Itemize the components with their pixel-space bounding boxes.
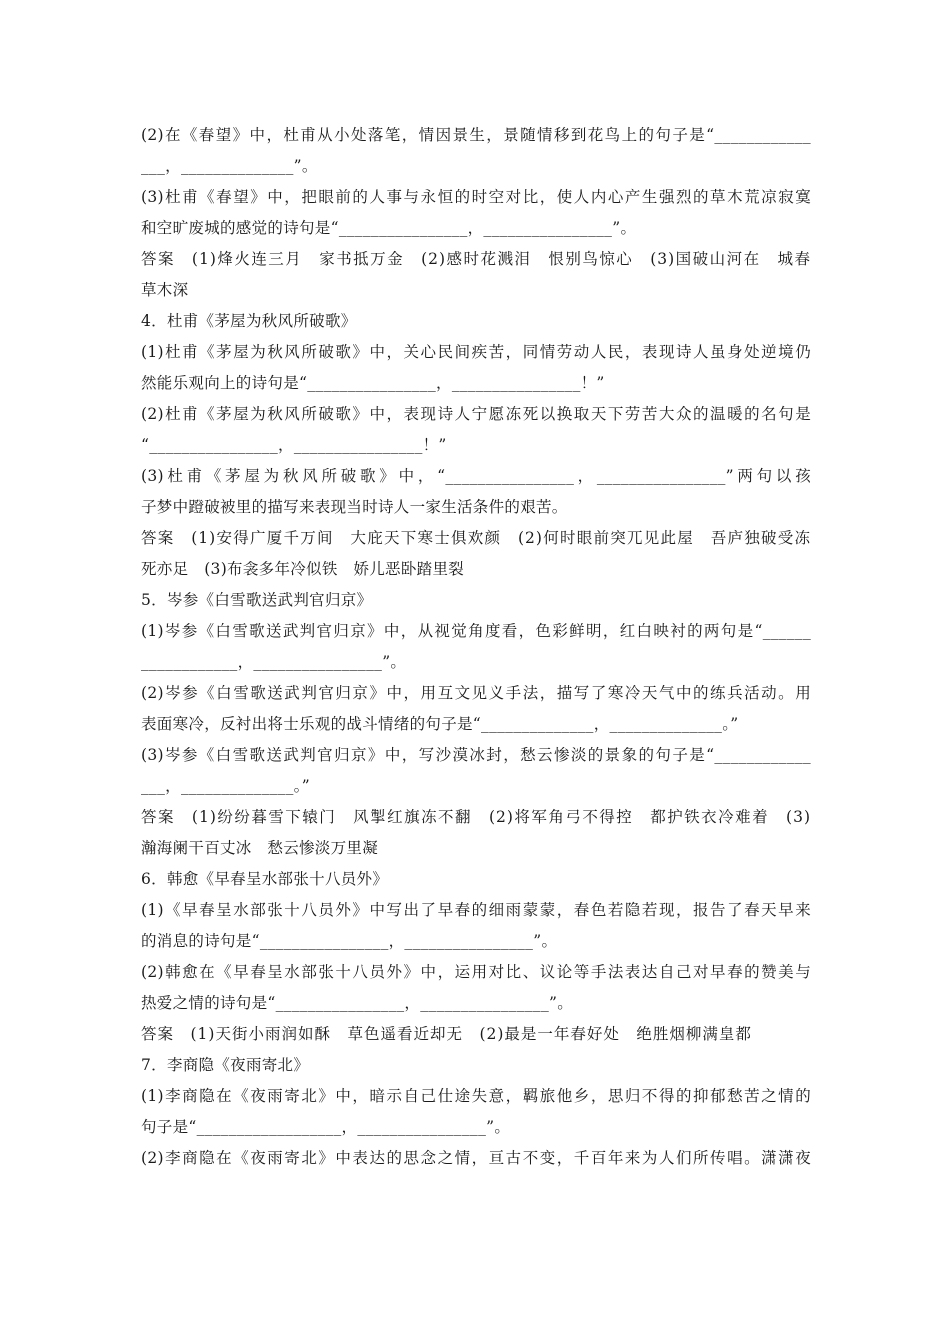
question-5-1-line-1: (1)岑参《白雪歌送武判官归京》中，从视觉角度看，色彩鲜明，红白映衬的两句是“______ (141, 622, 811, 640)
question-4-3-line-1: (3)杜甫《春望》中，把眼前的人事与永恒的时空对比，使人内心产生强烈的草木荒凉寂寞 (141, 188, 811, 206)
question-5-3-line-1: (3)岑参《白雪歌送武判官归京》中，写沙漠冰封，愁云惨淡的景象的句子是“____________ (141, 746, 811, 764)
answer-5-line-1: 答案 (1)纷纷暮雪下辕门 风掣红旗冻不翻 (2)将军角弓不得控 都护铁衣冷难着 (3) (141, 808, 811, 826)
question-7-1-line-1: (1)李商隐在《夜雨寄北》中，暗示自己仕途失意，羁旅他乡，思归不得的抑郁愁苦之情的 (141, 1087, 811, 1105)
question-7-2-line-1: (2)李商隐在《夜雨寄北》中表达的思念之情，亘古不变，千百年来为人们所传唱。潇潇夜 (141, 1149, 811, 1167)
question-5-2-line-1: (2)岑参《白雪歌送武判官归京》中，用互文见义手法，描写了寒冷天气中的练兵活动。用 (141, 684, 811, 702)
question-4-2-line-1: (2)在《春望》中，杜甫从小处落笔，情因景生，景随情移到花鸟上的句子是“____________ (141, 126, 811, 144)
section-title-6: 6．韩愈《早春呈水部张十八员外》 (141, 870, 389, 888)
question-4-2-line-2: ___，______________”。 (141, 157, 318, 175)
question-4-2b-line-1: (2)杜甫《茅屋为秋风所破歌》中，表现诗人宁愿冻死以换取天下劳苦大众的温暖的名句是 (141, 405, 811, 423)
question-5-3-line-2: ___，______________。” (141, 777, 310, 795)
question-4-3b-line-2: 子梦中蹬破被里的描写来表现当时诗人一家生活条件的艰苦。 (141, 498, 568, 516)
answer-4-line-2: 死亦足 (3)布衾多年冷似铁 娇儿恶卧踏里裂 (141, 560, 465, 578)
answer-6-line-1: 答案 (1)天街小雨润如酥 草色遥看近却无 (2)最是一年春好处 绝胜烟柳满皇都 (141, 1025, 752, 1043)
answer-3-line-1: 答案 (1)烽火连三月 家书抵万金 (2)感时花溅泪 恨别鸟惊心 (3)国破山河在 城春 (141, 250, 811, 268)
question-7-1-line-2: 句子是“__________________，________________”。 (141, 1118, 511, 1136)
question-6-1-line-2: 的消息的诗句是“________________，________________”。 (141, 932, 558, 950)
answer-3-line-2: 草木深 (141, 281, 189, 299)
section-title-4: 4．杜甫《茅屋为秋风所破歌》 (141, 312, 357, 330)
question-4-1-line-1: (1)杜甫《茅屋为秋风所破歌》中，关心民间疾苦，同情劳动人民，表现诗人虽身处逆境仍 (141, 343, 811, 361)
question-4-2b-line-2: “________________，________________！” (141, 436, 447, 454)
section-title-7: 7．李商隐《夜雨寄北》 (141, 1056, 310, 1074)
question-4-1-line-2: 然能乐观向上的诗句是“________________，________________！” (141, 374, 605, 392)
section-title-5: 5．岑参《白雪歌送武判官归京》 (141, 591, 373, 609)
question-5-2-line-2: 表面寒冷，反衬出将士乐观的战斗情绪的句子是“______________，______________。” (141, 715, 739, 733)
question-6-1-line-1: (1)《早春呈水部张十八员外》中写出了早春的细雨蒙蒙，春色若隐若现，报告了春天早来 (141, 901, 811, 919)
answer-5-line-2: 瀚海阑干百丈冰 愁云惨淡万里凝 (141, 839, 379, 857)
question-5-1-line-2: ____________，________________”。 (141, 653, 407, 671)
page-content (141, 120, 811, 1174)
question-4-3-line-2: 和空旷废城的感觉的诗句是“________________，________________”。 (141, 219, 637, 237)
question-6-2-line-2: 热爱之情的诗句是“________________，________________”。 (141, 994, 574, 1012)
question-4-3b-line-1: (3)杜甫《茅屋为秋风所破歌》中，“________________，________________”两句以孩 (141, 467, 811, 485)
question-6-2-line-1: (2)韩愈在《早春呈水部张十八员外》中，运用对比、议论等手法表达自己对早春的赞美与 (141, 963, 811, 981)
answer-4-line-1: 答案 (1)安得广厦千万间 大庇天下寒士俱欢颜 (2)何时眼前突兀见此屋 吾庐独破受冻 (141, 529, 811, 547)
